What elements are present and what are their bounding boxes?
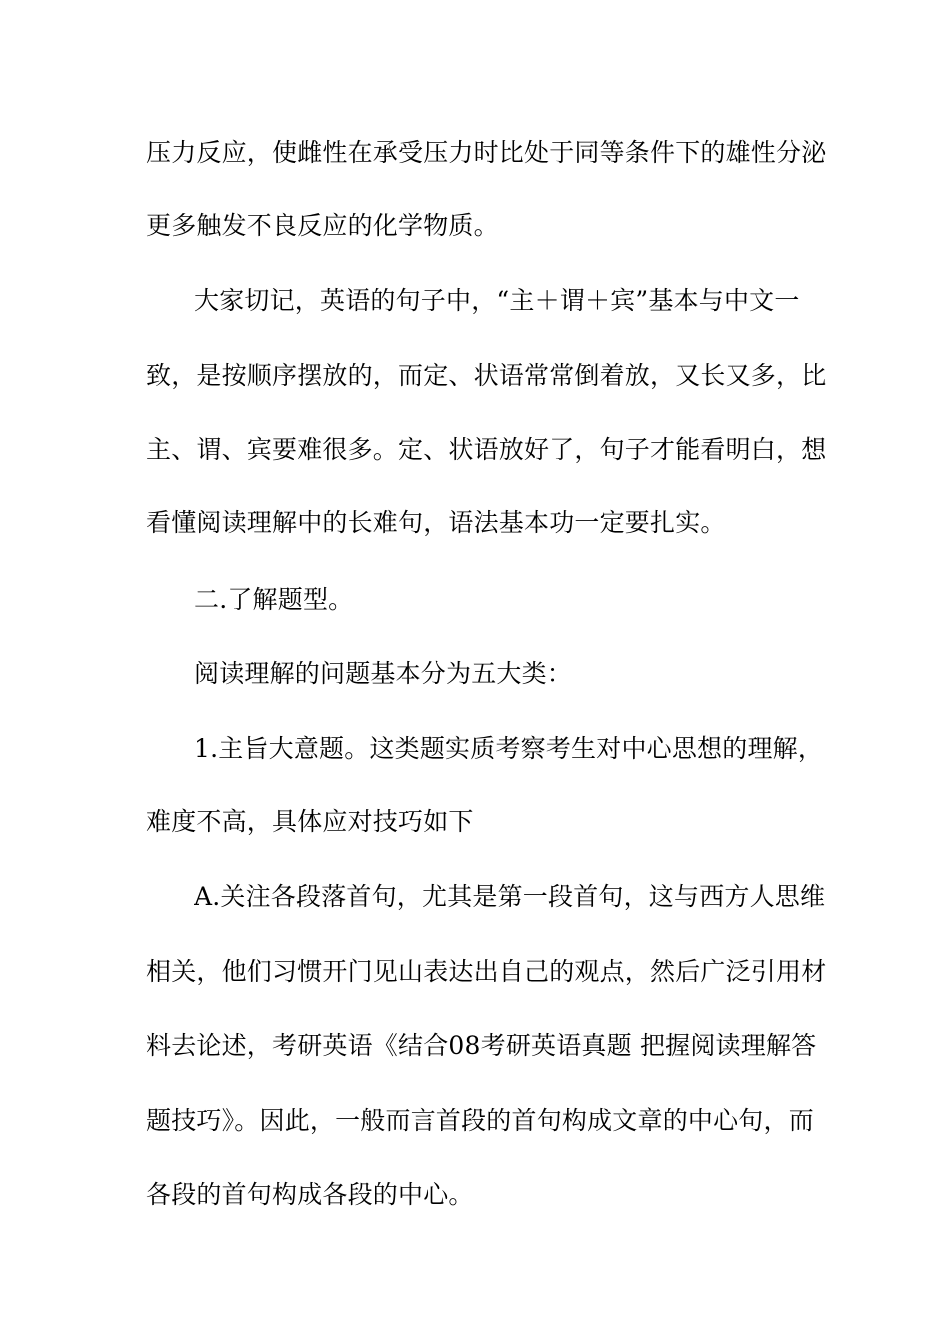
text-line: 题技巧》。因此，一般而言首段的首句构成文章的中心句，而 <box>146 1106 814 1135</box>
text-line: 相关，他们习惯开门见山表达出自己的观点，然后广泛引用材 <box>146 957 826 986</box>
text-line: 难度不高，具体应对技巧如下 <box>146 807 474 836</box>
text-line: 料去论述，考研英语《结合08考研英语真题 把握阅读理解答 <box>146 1031 817 1060</box>
text-line: 各段的首句构成各段的中心。 <box>146 1180 474 1209</box>
paragraph-start-line: 阅读理解的问题基本分为五大类： <box>194 659 573 688</box>
text-line: 压力反应，使雌性在承受压力时比处于同等条件下的雄性分泌 <box>146 138 826 167</box>
text-line: 主、谓、宾要难很多。定、状语放好了，句子才能看明白，想 <box>146 435 826 464</box>
section-heading: 二.了解题型。 <box>194 585 354 614</box>
paragraph-start-line: 1.主旨大意题。这类题实质考察考生对中心思想的理解， <box>194 734 824 763</box>
text-line: 致，是按顺序摆放的，而定、状语常常倒着放，又长又多，比 <box>146 361 826 390</box>
paragraph-start-line: 大家切记，英语的句子中，“主＋谓＋宾”基本与中文一 <box>194 286 800 315</box>
paragraph-start-line: A.关注各段落首句，尤其是第一段首句，这与西方人思维 <box>194 882 826 911</box>
text-line: 看懂阅读理解中的长难句，语法基本功一定要扎实。 <box>146 508 726 537</box>
text-line: 更多触发不良反应的化学物质。 <box>146 211 499 240</box>
